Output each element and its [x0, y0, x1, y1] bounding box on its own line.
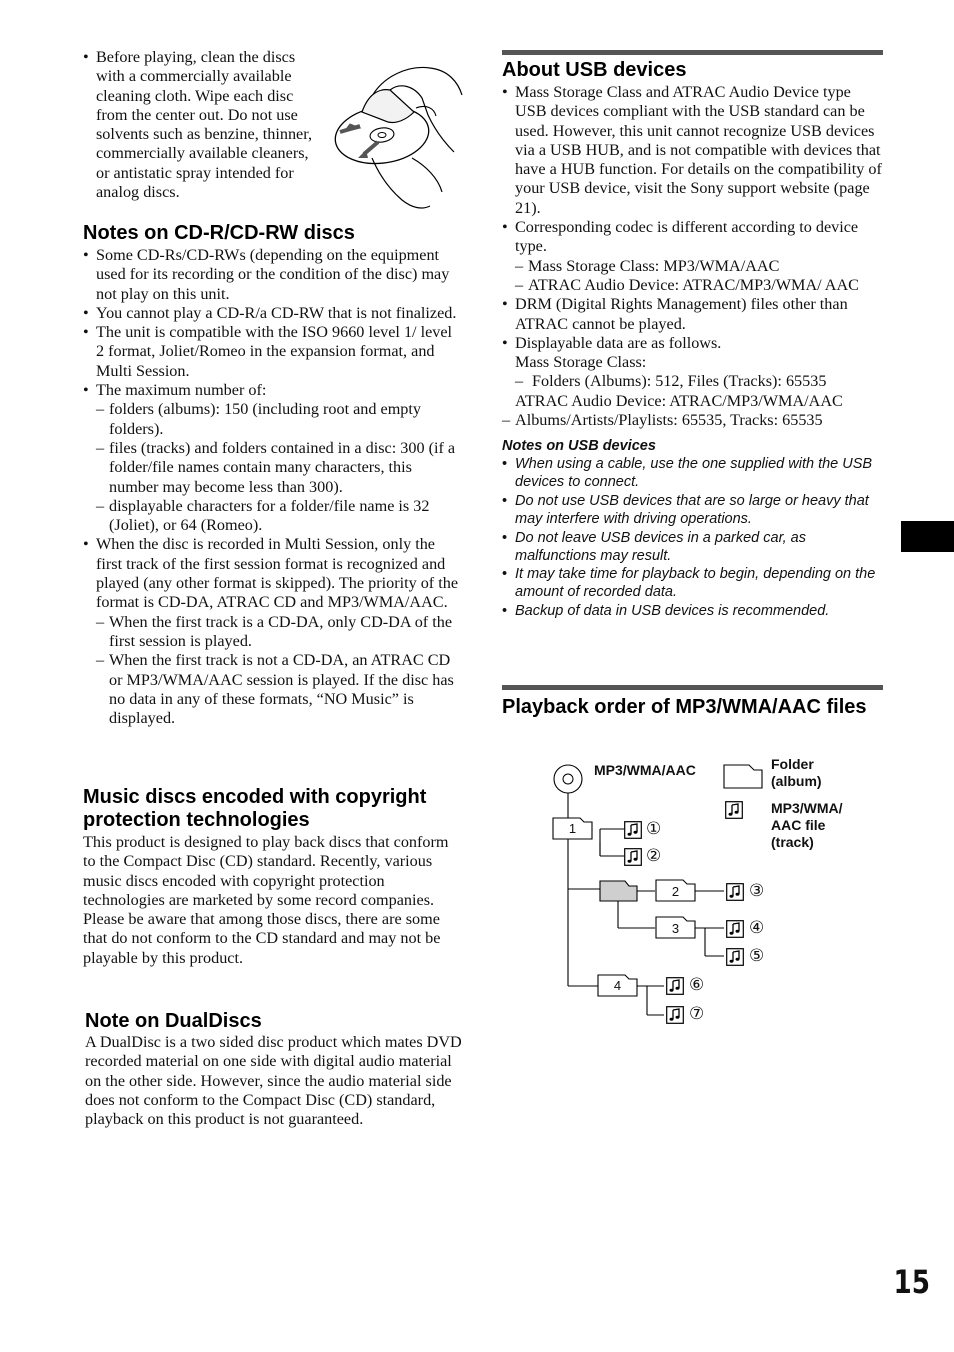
msc-subitem [515, 372, 883, 391]
multisession-subitem: – When the first track is not a CD-DA, an ATRAC CD or MP3/WMA/AAC session is played. If the disc has no data in any of these formats, “NO Music” is displayed. [96, 651, 463, 728]
section-tab-marker [901, 521, 954, 552]
copyright-section [83, 786, 463, 968]
cdr-section [83, 222, 463, 728]
music-file-icon [625, 849, 642, 866]
usb-title: About USB devices [502, 59, 687, 81]
music-file-icon [625, 822, 642, 839]
legend-folder-icon [724, 765, 762, 788]
track-number: ② [646, 846, 662, 865]
usb-item: • Mass Storage Class and ATRAC Audio Device type USB devices compliant with the USB standard can be used. However, this unit cannot recognize USB devices via a USB HUB, and is not compatible with devices that have a HUB function. For details on the compatibility of your USB device, visit the Sony support website (page 21). [502, 83, 883, 218]
codec-intro: Corresponding codec is different according to device type. [515, 218, 859, 256]
track-number: ④ [749, 918, 765, 937]
legend-file-label: MP3/WMA/ AAC file (track) [771, 800, 843, 850]
msc-subitem-text: Folders (Albums): 512, Files (Tracks): 65535 [532, 372, 827, 391]
usb-item [502, 334, 883, 430]
cdr-list [83, 246, 463, 728]
atrac-label: ATRAC Audio Device: ATRAC/MP3/WMA/AAC [515, 391, 843, 410]
disc-cleaning-illustration [330, 60, 465, 215]
folder-icon [553, 818, 695, 996]
usb-item: • DRM (Digital Rights Management) files other than ATRAC cannot be played. [502, 295, 883, 334]
max-subitem: – displayable characters for a folder/file name is 32 (Joliet), or 64 (Romeo). [96, 497, 463, 536]
cdr-item: • The unit is compatible with the ISO 9660 level 1/ level 2 format, Joliet/Romeo in the expansion format, and Multi Session. [83, 323, 463, 381]
multisession-text: When the disc is recorded in Multi Session, only the first track of the first session format is recognized and played (any other format is skipped). The priority of the format is CD-DA, ATRAC CD and MP3/WMA/AAC. [96, 535, 459, 612]
codec-subitem: – ATRAC Audio Device: ATRAC/MP3/WMA/ AAC [515, 276, 883, 295]
section-rule [502, 685, 883, 690]
playback-order-diagram [540, 750, 900, 1040]
usb-note: • Backup of data in USB devices is recommended. [502, 602, 883, 620]
usb-note: • It may take time for playback to begin, depending on the amount of recorded data. [502, 565, 883, 601]
copyright-text: This product is designed to play back discs that conform to the Compact Disc (CD) standard. Recently, various music discs encoded with copyright protection technologies are marketed by some record companies. Please be aware that among those discs, there are some that do not conform to the CD standard and may not be playable by this product. [83, 833, 449, 967]
usb-notes-list [502, 455, 883, 619]
folder-number: 4 [613, 978, 622, 993]
music-file-icon [727, 949, 744, 966]
legend-music-file-icon [726, 802, 743, 819]
music-file-icon [667, 1007, 684, 1024]
section-rule [502, 50, 883, 55]
cleaning-item: • Before playing, clean the discs with a commercially available cleaning cloth. Wipe each disc from the center out. Do not use solvents such as benzine, thinner, commercially available cleaners, or antistatic spray intended for analog discs. [83, 48, 326, 202]
msc-label: Mass Storage Class: [515, 353, 647, 372]
codec-sublist [515, 257, 883, 296]
atrac-sublist [502, 411, 883, 430]
dualdisc-text: A DualDisc is a two sided disc product which mates DVD recorded material on one side with digital audio material on the other side. However, since the audio material side does not conform to the Compact Disc (CD) standard, playback on this product is not guaranteed. [85, 1033, 462, 1129]
usb-note: • When using a cable, use the one supplied with the USB devices to connect. [502, 455, 883, 491]
msc-sublist [515, 372, 883, 391]
codec-subitem: – Mass Storage Class: MP3/WMA/AAC [515, 257, 883, 276]
usb-notes-title: Notes on USB devices [502, 438, 656, 455]
usb-note: • Do not leave USB devices in a parked car, as malfunctions may result. [502, 529, 883, 565]
cdr-item [83, 535, 463, 728]
usb-item [502, 218, 883, 295]
multisession-subitem: – When the first track is a CD-DA, only CD-DA of the first session is played. [96, 613, 463, 652]
atrac-subitem: – Albums/Artists/Playlists: 65535, Tracks: 65535 [502, 411, 883, 430]
cdr-item [83, 381, 463, 535]
usb-list [502, 83, 883, 430]
legend-folder-label: Folder (album) [771, 756, 822, 789]
page-number: 15 [893, 1263, 930, 1301]
folder-number: 2 [671, 884, 680, 899]
copyright-title: Music discs encoded with copyright protection technologies [83, 786, 427, 831]
max-intro: The maximum number of: [96, 381, 267, 400]
usb-section [502, 50, 883, 620]
max-subitem: – files (tracks) and folders contained in a disc: 300 (if a folder/file names contain many characters, this number may become less than 300). [96, 439, 463, 497]
music-file-icon [727, 921, 744, 938]
dualdisc-title: Note on DualDiscs [85, 1010, 262, 1032]
track-number: ⑦ [689, 1004, 705, 1023]
track-number: ⑥ [689, 975, 705, 994]
root-label: MP3/WMA/AAC [594, 762, 696, 778]
current-folder-icon [600, 881, 637, 901]
playback-title: Playback order of MP3/WMA/AAC files [502, 696, 867, 718]
max-subitem: – folders (albums): 150 (including root and empty folders). [96, 400, 463, 439]
playback-section [502, 685, 883, 719]
max-sublist [96, 400, 463, 535]
cdr-title: Notes on CD-R/CD-RW discs [83, 222, 355, 244]
track-number: ① [646, 819, 662, 838]
track-number: ③ [749, 881, 765, 900]
root-disc-icon [554, 765, 582, 793]
multisession-sublist [96, 613, 463, 729]
usb-note: • Do not use USB devices that are so large or heavy that may interfere with driving operations. [502, 492, 883, 528]
music-file-icon [727, 884, 744, 901]
cdr-item: • You cannot play a CD-R/a CD-RW that is not finalized. [83, 304, 463, 323]
folder-number: 3 [671, 921, 680, 936]
music-file-icon [667, 978, 684, 995]
dualdisc-section [85, 1010, 463, 1129]
cleaning-list [83, 48, 326, 202]
display-intro: • Displayable data are as follows. [515, 333, 722, 352]
track-number: ⑤ [749, 946, 765, 965]
folder-number: 1 [568, 821, 577, 836]
cdr-item: • Some CD-Rs/CD-RWs (depending on the equipment used for its recording or the condition of the disc) may not play on this unit. [83, 246, 463, 304]
